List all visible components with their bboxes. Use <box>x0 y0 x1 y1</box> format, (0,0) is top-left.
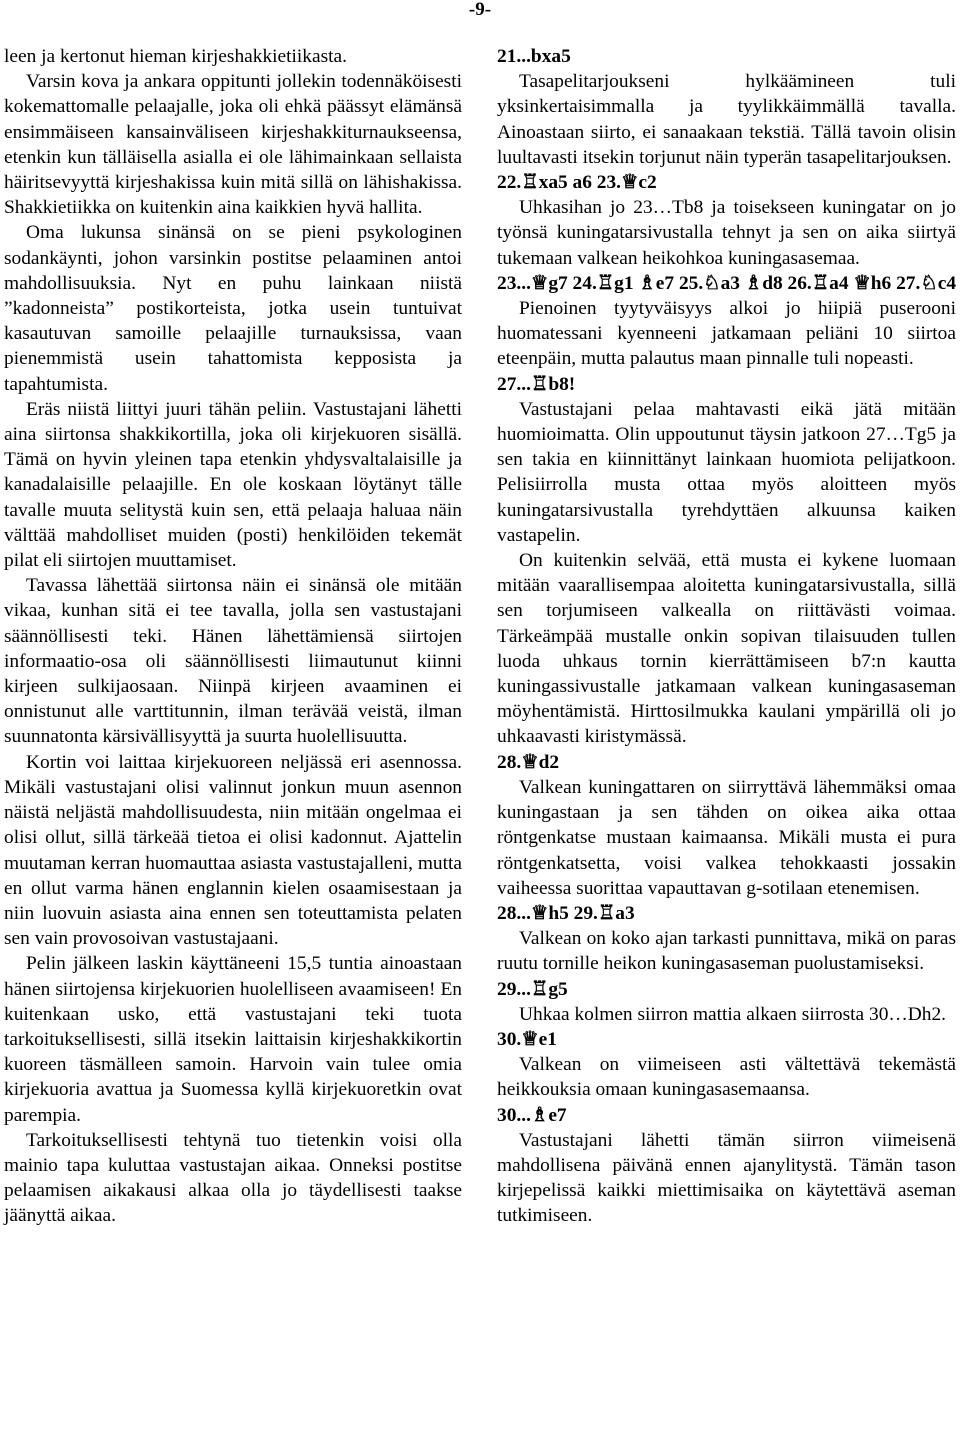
paragraph: leen ja kertonut hieman kirjeshakkietiikasta. <box>4 46 347 67</box>
move-notation: 22.♖xa5 a6 23.♕c2 <box>497 172 657 194</box>
paragraph: Uhkaa kolmen siirron mattia alkaen siirrosta 30…Dh2. <box>519 1003 947 1025</box>
left-column <box>4 44 462 1229</box>
paragraph: Pienoinen tyytyväisyys alkoi jo hiipiä puserooni huomatessani kyenneeni jatkamaan peliäni 10 siirtoa eteenpäin, mutta palautus maan pinnalle tuli nopeasti. <box>497 298 956 370</box>
move-notation: 21...bxa5 <box>497 46 571 67</box>
move-notation: 30.♕e1 <box>497 1028 557 1050</box>
paragraph: Tavassa lähettää siirtonsa näin ei sinänsä ole mitään vikaa, kunhan sitä ei tee tavalla, jolla sen vastustajani säännöllisesti teki. Hänen lähettämiensä siirtojen informaatio-osa oli säännöllisesti liimautunut kiinni kirjeen sulkijaosaan. Niinpä kirjeen avaaminen ei onnistunut alle varttitunnin, ilman terävää veistä, ilman suunnatonta kärsivällisyyttä ja suurta huolellisuutta. <box>4 575 462 748</box>
move-notation: 28...♕h5 29.♖a3 <box>497 902 635 924</box>
paragraph: Vastustajani lähetti tämän siirron viimeisenä mahdollisena päivänä ennen ajanylitystä. Tämän tason kirjepelissä kaikki miettimisaika on käytettävä aseman tutkimiseen. <box>497 1129 956 1227</box>
move-notation: 29...♖g5 <box>497 978 568 1000</box>
paragraph: Varsin kova ja ankara oppitunti jollekin todennäköisesti kokemattomalle pelaajalle, joka oli ehkä päässyt elämänsä ensimmäiseen kansainväliseen kirjeshakkiturnaukseensa, etenkin kun tälläisella asialla ei ole lähimainkaan sellaista häiritsevyyttä kirjeshakissa kuin mitä sillä on lähishakissa. Shakkietiikka on kuitenkin aina kaikkien hyvä hallita. <box>4 71 462 219</box>
paragraph: Eräs niistä liittyi juuri tähän peliin. Vastustajani lähetti aina siirtonsa shakkikortilla, joka oli kirjekuoren sisällä. Tämä on hyvin yleinen tapa etenkin yhdysvaltalaisille ja kanadalaisille pelaajille. En ole koskaan löytänyt tälle tavalle muuta selitystä kuin sen, että pelaaja haluaa näin välttää mahdolliset muiden (posti) henkilöiden tekemät pilat eli siirtojen muuttamiset. <box>4 398 462 572</box>
paragraph: Valkean on viimeiseen asti vältettävä tekemästä heikkouksia omaan kuningasasemaansa. <box>497 1054 956 1101</box>
paragraph: Uhkasihan jo 23…Tb8 ja toisekseen kuningatar on jo työnsä kuningatarsivustalla tehnyt ja sen on aika siirtyä tukemaan valkean heikohkoa kuningasasemaa. <box>497 197 956 269</box>
move-notation: 23...♕g7 24.♖g1 ♗e7 25.♘a3 ♗d8 26.♖a4 ♕h6 27.♘c4 <box>497 272 957 294</box>
paragraph: Tasapelitarjoukseni hylkäämineen tuli yksinkertaisimmalla ja tyylikkäimmällä tavalla. Ainoastaan siirto, ei sanaakaan tekstiä. Tällä tavoin olisin luultavasti itsekin torjunut näin typerän tasapelitarjouksen. <box>497 71 956 168</box>
paragraph: Tarkoituksellisesti tehtynä tuo tietenkin voisi olla mainio tapa kuluttaa vastustajan aikaa. Onneksi postitse pelaamisen aikakausi alkaa olla jo täydellisesti taakse jäänyttä aikaa. <box>4 1129 462 1227</box>
move-notation: 30...♗e7 <box>497 1104 567 1126</box>
move-notation: 27...♖b8! <box>497 373 576 395</box>
paragraph: On kuitenkin selvää, että musta ei kykene luomaan mitään vaarallisempaa aloitetta kuningatarsivustalla, sillä sen torjumiseen valkealla on riittävästi voimaa. Tärkeämpää mustalle onkin sopivan tilaisuuden tullen luoda uhkaus tornin kierrättämiseen b7:n kautta kuningassivustalle jatkamaan valkean kuningasaseman möyhentämistä. Hirttosilmukka kaulani ympärillä oli jo uhkaavasti kiristymässä. <box>497 550 956 748</box>
paragraph: Valkean kuningattaren on siirryttävä lähemmäksi omaa kuningastaan ja sen tähden on oikea aika ottaa röntgenkatse mustaan kaimaansa. Mikäli musta ei pura röntgenkatsetta, voisi valkea tehokkaasti jossakin vaiheessa suorittaa vapauttavan g-sotilaan etenemisen. <box>497 776 956 899</box>
move-notation: 28.♕d2 <box>497 751 560 773</box>
page-number: -9- <box>468 0 492 20</box>
paragraph: Valkean on koko ajan tarkasti punnittava, mikä on paras ruutu tornille heikon kuningasaseman puolustamiseksi. <box>497 928 956 975</box>
right-column <box>497 44 956 1229</box>
paragraph: Kortin voi laittaa kirjekuoreen neljässä eri asennossa. Mikäli vastustajani olisi valinnut jonkun muun asennon näistä neljästä mahdollisuudesta, niin mitään ongelmaa ei olisi ollut, sillä tärkeää tietoa ei olisi kadonnut. Ajattelin muutaman kerran huomauttaa asiasta vastustajalleni, mutta en ollut varma hänen englannin kielen osaamisestaan ja niin luovuin asiasta aina ennen sen toteuttamista pelaten sen vain provosoivan vastustajaani. <box>4 751 462 950</box>
paragraph: Oma lukunsa sinänsä on se pieni psykologinen sodankäynti, johon varsinkin postitse pelaaminen antoi mahdollisuuksia. Nyt en puhu lainkaan niistä ”kadonneista” postikorteista, jotka usein tuntuivat kasautuvan samoille pelaajille turnauksissa, vaan pienemmistä usein tahattomista kepposista ja tapahtumista. <box>4 222 462 395</box>
paragraph: Vastustajani pelaa mahtavasti eikä jätä mitään huomioimatta. Olin uppoutunut täysin jatkoon 27…Tg5 ja sen takia en kiinnittänyt lainkaan huomiota pelijatkoon. Pelisiirrolla musta ottaa myös aloitteen myös kuningatarsivustalla tyrehdyttäen alkuunsa kaiken vastapelin. <box>497 398 956 546</box>
paragraph: Pelin jälkeen laskin käyttäneeni 15,5 tuntia ainoastaan hänen siirtojensa kirjekuorien huolelliseen avaamiseen! En kuitenkaan usko, että vastustajani teki tuota tarkoituksellisesti, sillä itsekin laittaisin kirjeshakkikortin kuoreen täsmälleen samoin. Harvoin vain tulee omia kirjekuoria avattua ja Suomessa kyllä kirjekuoretkin ovat parempia. <box>4 953 462 1126</box>
